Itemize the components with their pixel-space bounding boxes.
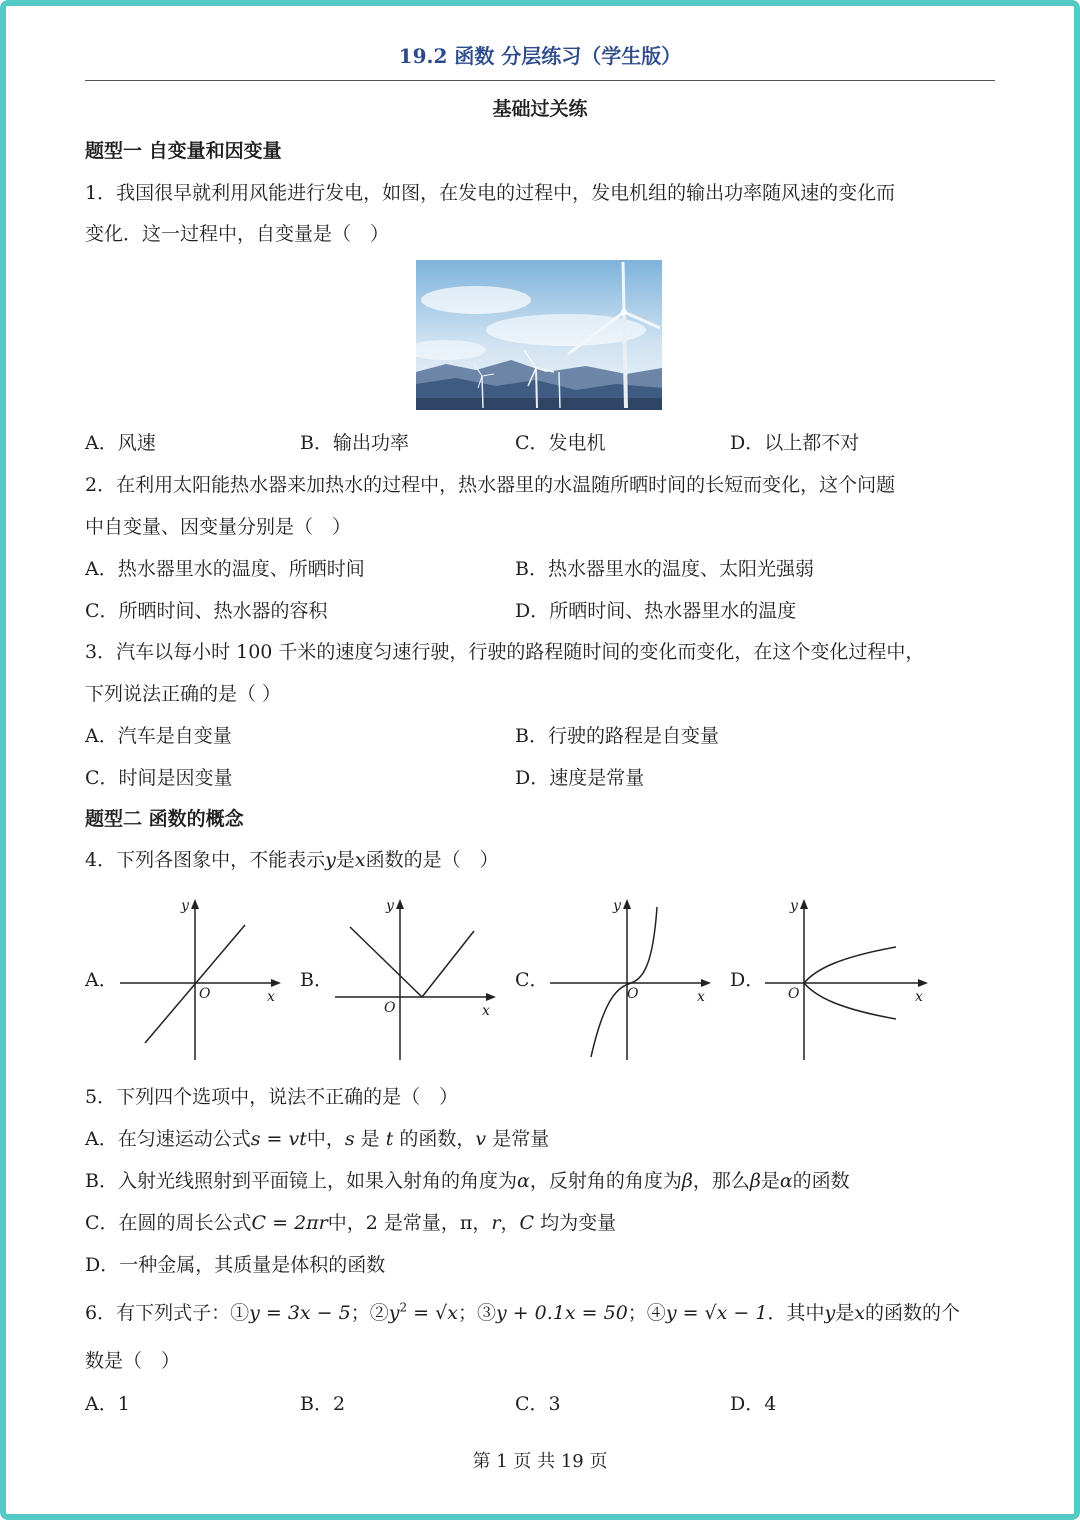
- q6-option-a: A．1: [85, 1393, 130, 1415]
- q3-line1: 3．汽车以每小时 100 千米的速度匀速行驶，行驶的路程随时间的变化而变化，在这个变化过程中，: [85, 641, 925, 663]
- q3-option-b: B．行驶的路程是自变量: [515, 725, 719, 747]
- document-title: 19.2 函数 分层练习（学生版）: [398, 44, 682, 68]
- graph-b-y-label: y: [386, 898, 394, 914]
- graph-d: [760, 895, 932, 1065]
- q5-option-a: A．在匀速运动公式s = vt中，s 是 t 的函数，v 是常量: [85, 1128, 550, 1150]
- q1-option-b: B．输出功率: [300, 432, 409, 454]
- q3-option-d: D．速度是常量: [515, 767, 645, 789]
- q2-option-d: D．所晒时间、热水器里水的温度: [515, 600, 797, 622]
- q6-line2: 数是（ ）: [85, 1350, 181, 1372]
- q3-option-a: A．汽车是自变量: [85, 725, 232, 747]
- q2-option-b: B．热水器里水的温度、太阳光强弱: [515, 558, 814, 580]
- graph-b: [330, 895, 500, 1065]
- graph-a-origin: O: [199, 986, 211, 1002]
- q5-option-d: D．一种金属，其质量是体积的函数: [85, 1254, 386, 1276]
- section-2-heading: 题型二 函数的概念: [85, 808, 244, 830]
- graph-c-y-label: y: [613, 898, 621, 914]
- graph-b-x-label: x: [482, 1003, 490, 1019]
- graph-a: [115, 895, 285, 1065]
- page-footer: 第 1 页 共 19 页: [472, 1451, 608, 1472]
- graph-c: [545, 895, 715, 1065]
- graph-d-x-label: x: [915, 989, 923, 1005]
- graph-b-origin: O: [384, 1000, 396, 1016]
- q3-option-c: C．时间是因变量: [85, 767, 233, 789]
- graph-a-y-label: y: [181, 898, 189, 914]
- graph-a-x-label: x: [267, 989, 275, 1005]
- q5-option-c: C．在圆的周长公式C = 2πr中，2 是常量，π，r，C 均为变量: [85, 1212, 617, 1234]
- q4-label-b: B．: [300, 969, 333, 991]
- q6-option-c: C．3: [515, 1393, 561, 1415]
- header-divider: [85, 80, 995, 81]
- section-1-heading: 题型一 自变量和因变量: [85, 140, 282, 162]
- graph-d-y-label: y: [790, 898, 798, 914]
- q2-option-c: C．所晒时间、热水器的容积: [85, 600, 328, 622]
- q1-line1: 1．我国很早就利用风能进行发电，如图，在发电的过程中，发电机组的输出功率随风速的变化而: [85, 182, 896, 204]
- q4-label-c: C．: [515, 969, 549, 991]
- q4-stem: 4．下列各图象中，不能表示y是x函数的是（ ）: [85, 849, 499, 871]
- q1-line2: 变化．这一过程中，自变量是（ ）: [85, 223, 390, 245]
- q2-line1: 2．在利用太阳能热水器来加热水的过程中，热水器里的水温随所晒时间的长短而变化，这个问题: [85, 474, 896, 496]
- q1-option-a: A．风速: [85, 432, 156, 454]
- q4-label-a: A．: [85, 969, 118, 991]
- q5-option-b: B．入射光线照射到平面镜上，如果入射角的角度为α，反射角的角度为β，那么β是α的函数: [85, 1170, 850, 1192]
- q3-line2: 下列说法正确的是（ ）: [85, 683, 282, 705]
- q1-option-d: D．以上都不对: [730, 432, 860, 454]
- q2-option-a: A．热水器里水的温度、所晒时间: [85, 558, 365, 580]
- q6-option-d: D．4: [730, 1393, 777, 1415]
- q1-option-c: C．发电机: [515, 432, 606, 454]
- q5-stem: 5．下列四个选项中，说法不正确的是（ ）: [85, 1086, 459, 1108]
- section-subtitle: 基础过关练: [492, 98, 588, 120]
- q2-line2: 中自变量、因变量分别是（ ）: [85, 516, 352, 538]
- graph-d-origin: O: [788, 986, 800, 1002]
- graph-c-origin: O: [627, 986, 639, 1002]
- graph-c-x-label: x: [697, 989, 705, 1005]
- q4-label-d: D．: [730, 969, 765, 991]
- wind-turbine-photo: [416, 260, 662, 410]
- q6-option-b: B．2: [300, 1393, 346, 1415]
- q6-line1: 6．有下列式子：①y = 3x − 5；$②y^2 = √x$；③y + 0.1x = 50；④y = √x − 1．其中y是x的函数的个: [85, 1300, 960, 1324]
